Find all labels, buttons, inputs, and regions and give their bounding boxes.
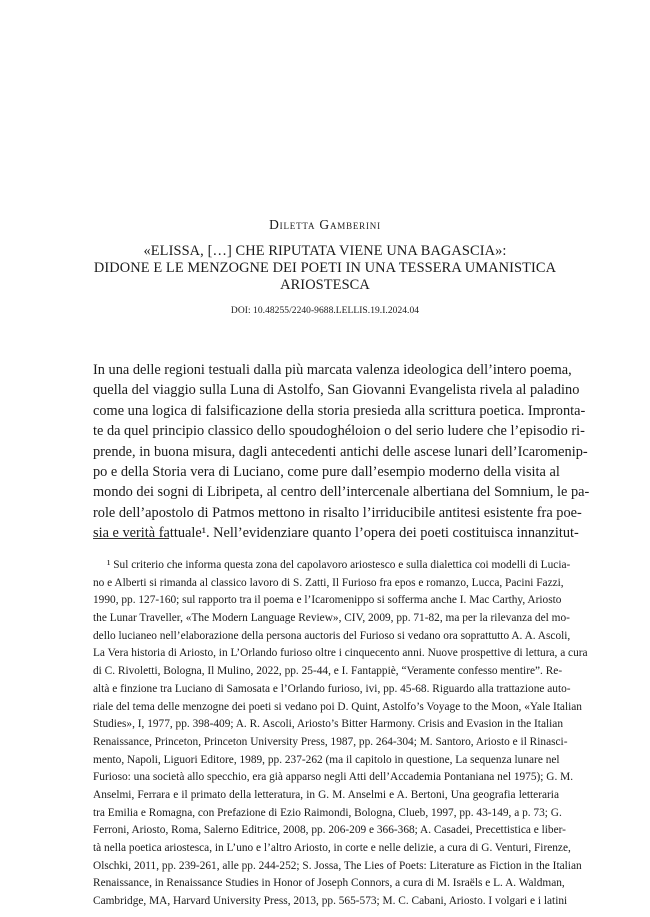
body-line: sia e verità fattuale¹. Nell’evidenziare quanto l’opera dei poeti costituisca innanzitut- xyxy=(93,525,579,542)
body-line: role dell’apostolo di Patmos mettono in risalto l’irriducibile antitesi esistente fra poe- xyxy=(93,504,582,521)
body-line: come una logica di falsificazione della storia presieda alla scrittura poetica. Impronta- xyxy=(93,402,586,419)
body-paragraph xyxy=(93,360,590,544)
body-line: te da quel principio classico dello spoudoghéloion o del serio ludere che l’episodio ri- xyxy=(93,423,585,440)
footnote-line: La Vera historia di Ariosto, in L’Orlando furioso oltre i cinquecento anni. Nuove prospettive di lettura, a cura xyxy=(93,647,588,660)
footnote-line: Anselmi, Ferrara e il primato della letteratura, in G. M. Anselmi e A. Bertoni, Una geografia letteraria xyxy=(93,788,559,801)
footnote-line: Olschki, 2011, pp. 239-261, alle pp. 244-252; S. Jossa, The Lies of Poets: Literature as Fiction in the Italian xyxy=(93,859,582,872)
footnote-line: 1990, pp. 127-160; sul rapporto tra il poema e l’Icaromenippo si sofferma anche I. Mac Carthy, Ariosto xyxy=(93,594,562,607)
body-line: mondo dei sogni di Libripeta, al centro dell’intercenale albertiana del Somnium, le pa- xyxy=(93,484,590,501)
title-line: ARIOSTESCA xyxy=(280,277,370,293)
author-name: Diletta Gamberini xyxy=(269,217,381,232)
footnote-line: tra Emilia e Romagna, con Prefazione di Ezio Raimondi, Bologna, Clueb, 1997, pp. 43-149, a p. 73; G. xyxy=(93,806,562,819)
footnote-separator xyxy=(93,538,169,539)
footnote-line: dello lucianeo nell’elaborazione della persona auctoris del Furioso si vedano ora soprattutto A. A. Ascoli, xyxy=(93,629,571,642)
footnote-line: the Lunar Traveller, «The Modern Language Review», CIV, 2009, pp. 71-82, ma per la rilevanza del mo- xyxy=(93,612,570,625)
article-title xyxy=(80,243,570,294)
doi[interactable]: DOI: 10.48255/2240-9688.LELLIS.19.I.2024.04 xyxy=(230,306,420,316)
footnote-line: Ferroni, Ariosto, Roma, Salerno Editrice, 2008, pp. 206-209 e 366-368; A. Casadei, Precettistica e liber- xyxy=(93,824,566,837)
footnote-line: no e Alberti si rimanda al classico lavoro di S. Zatti, Il Furioso fra epos e romanzo, Lucca, Pacini Fazzi, xyxy=(93,576,564,589)
footnote-line: Renaissance, Princeton, Princeton University Press, 1987, pp. 264-304; M. Santoro, Ariosto e il Rinasci- xyxy=(93,735,568,748)
footnote-line: Studies», I, 1977, pp. 398-409; A. R. Ascoli, Ariosto’s Bitter Harmony. Crisis and Evasion in the Italian xyxy=(93,718,563,731)
footnote-line: Renaissance, in Renaissance Studies in Honor of Joseph Connors, a cura di M. Israëls e L. A. Waldman, xyxy=(93,877,565,890)
footnote-line: Cambridge, MA, Harvard University Press, 2013, pp. 565-573; M. C. Cabani, Ariosto. I volgari e i latini xyxy=(93,895,568,908)
footnote-line: Furioso: una società allo specchio, era già apparso negli Atti dell’Accademia Pontaniana nel 1975); G. M. xyxy=(93,771,574,784)
body-line: In una delle regioni testuali dalla più marcata valenza ideologica dell’intero poema, xyxy=(93,362,572,378)
title-line: «ELISSA, […] CHE RIPUTATA VIENE UNA BAGASCIA»: xyxy=(143,243,507,259)
footnote-line: riale del tema delle menzogne dei poeti si vedano poi D. Quint, Astolfo’s Voyage to the Moon, «Yale Italian xyxy=(93,700,582,713)
footnote-line: altà e finzione tra Luciano di Samosata e l’Orlando furioso, ivi, pp. 45-68. Riguardo alla trattazione auto- xyxy=(93,682,571,695)
footnote-line: tà nella poetica ariostesca, in L’uno e l’altro Ariosto, in corte e nelle delizie, a cura di G. Venturi, Firenze, xyxy=(93,842,571,854)
footnote-line: mento, Napoli, Liguori Editore, 1989, pp. 237-262 (ma il capitolo in questione, La sequenza lunare nel xyxy=(93,753,560,766)
footnote-line: ¹ Sul criterio che informa questa zona del capolavoro ariostesco e sulla dialettica coi modelli di Lucia- xyxy=(107,559,571,571)
footnote-line: di C. Rivoletti, Bologna, Il Mulino, 2022, pp. 25-44, e I. Fantappiè, “Veramente confesso mentire”. Re- xyxy=(93,665,563,678)
footnote xyxy=(93,557,588,911)
body-line: prende, in buona misura, dagli antecedenti antichi delle ascese lunari dell’Icaromenip- xyxy=(93,443,588,460)
body-line: po e della Storia vera di Luciano, come pure dall’esempio moderno della visita al xyxy=(93,463,560,480)
title-line: DIDONE E LE MENZOGNE DEI POETI IN UNA TESSERA UMANISTICA xyxy=(93,260,557,276)
body-line: quella del viaggio sulla Luna di Astolfo, San Giovanni Evangelista rivela al paladino xyxy=(93,382,580,399)
